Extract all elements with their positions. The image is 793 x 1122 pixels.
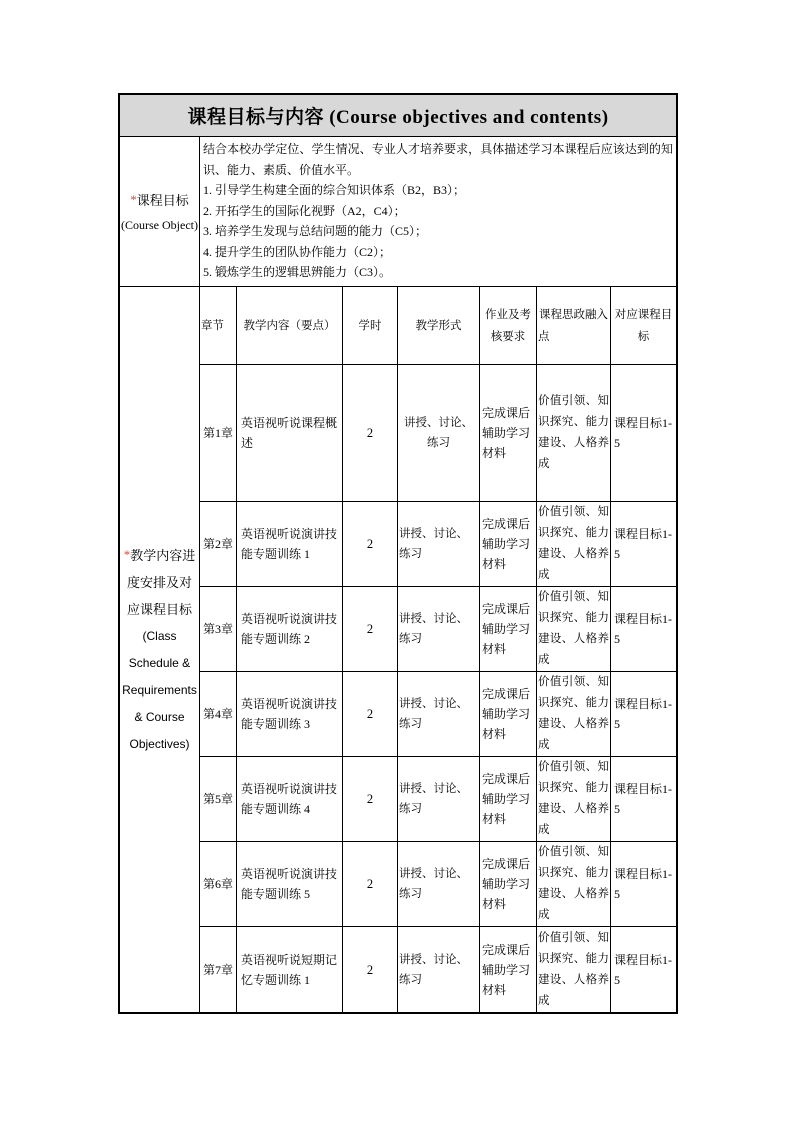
- objective-item: 5. 锻炼学生的逻辑思辨能力（C3）。: [203, 265, 392, 279]
- course-objective-label-zh: *课程目标: [130, 192, 189, 208]
- schedule-data-row: [200, 672, 676, 757]
- header-objectives: 对应课程目标: [614, 308, 673, 343]
- cell-objectives: 课程目标1-5: [614, 416, 672, 450]
- cell-chapter: 第2章: [200, 502, 237, 586]
- header-chapter: 章节: [200, 287, 237, 364]
- header-homework: 作业及考核要求: [480, 287, 537, 364]
- cell-objectives: 课程目标1-5: [614, 782, 672, 816]
- course-objective-row: [120, 137, 676, 287]
- objective-item: 4. 提升学生的团队协作能力（C2）；: [203, 244, 392, 259]
- objective-item: 2. 开拓学生的国际化视野（A2，C4）；: [203, 203, 406, 218]
- cell-objectives: 课程目标1-5: [614, 612, 672, 646]
- cell-content: 英语视听说演讲技能专题训练 2: [237, 587, 343, 671]
- cell-chapter: 第7章: [200, 927, 237, 1012]
- course-objective-content: [200, 137, 676, 286]
- cell-chapter: 第4章: [200, 672, 237, 756]
- cell-content: 英语视听说演讲技能专题训练 3: [237, 672, 343, 756]
- header-ideology: 课程思政融入点: [537, 287, 611, 364]
- cell-homework: 完成课后辅助学习材料: [480, 927, 537, 1012]
- cell-form: 讲授、讨论、练习: [398, 672, 480, 756]
- cell-ideology: 价值引领、知识探究、能力建设、人格养成: [537, 365, 611, 501]
- objective-item: 3. 培养学生发现与总结问题的能力（C5）；: [203, 224, 428, 238]
- required-marker: *: [130, 192, 137, 207]
- schedule-header-row: [200, 287, 676, 365]
- cell-ideology: 价值引领、知识探究、能力建设、人格养成: [537, 672, 611, 756]
- cell-ideology: 价值引领、知识探究、能力建设、人格养成: [537, 927, 611, 1012]
- schedule-label-zh: *教学内容进度安排及对应课程目标: [123, 547, 196, 617]
- cell-homework: 完成课后辅助学习材料: [480, 842, 537, 926]
- cell-content: 英语视听说演讲技能专题训练 4: [237, 757, 343, 841]
- cell-form: 讲授、讨论、练习: [398, 757, 480, 841]
- course-objective-description: 结合本校办学定位、学生情况、专业人才培养要求，具体描述学习本课程后应该达到的知识、能力、素质、价值水平。: [203, 142, 673, 177]
- cell-objectives: 课程目标1-5: [614, 527, 672, 561]
- cell-content: 英语视听说演讲技能专题训练 1: [237, 502, 343, 586]
- cell-content: 英语视听说演讲技能专题训练 5: [237, 842, 343, 926]
- required-marker: *: [123, 547, 131, 562]
- cell-chapter: 第5章: [200, 757, 237, 841]
- cell-homework: 完成课后辅助学习材料: [480, 365, 537, 501]
- course-objective-label-en: (Course Object): [121, 218, 198, 232]
- schedule-row: [120, 287, 676, 1012]
- cell-content: 英语视听说短期记忆专题训练 1: [237, 927, 343, 1012]
- cell-chapter: 第6章: [200, 842, 237, 926]
- schedule-data-row: [200, 365, 676, 502]
- cell-hours: 2: [343, 365, 398, 501]
- course-table: [118, 93, 678, 1014]
- cell-hours: 2: [343, 587, 398, 671]
- schedule-label-cell: [120, 287, 200, 1012]
- cell-content: 英语视听说课程概述: [237, 365, 343, 501]
- cell-hours: 2: [343, 757, 398, 841]
- cell-form: 讲授、讨论、练习: [398, 842, 480, 926]
- schedule-data-row: [200, 927, 676, 1012]
- schedule-label-en: (Class Schedule & Requirements & Course Objectives): [122, 629, 197, 751]
- cell-homework: 完成课后辅助学习材料: [480, 502, 537, 586]
- schedule-table: [200, 287, 676, 1012]
- schedule-data-row: [200, 502, 676, 587]
- cell-hours: 2: [343, 672, 398, 756]
- cell-homework: 完成课后辅助学习材料: [480, 672, 537, 756]
- cell-form: 讲授、讨论、练习: [398, 365, 480, 501]
- cell-hours: 2: [343, 502, 398, 586]
- table-title: 课程目标与内容 (Course objectives and contents): [187, 107, 609, 128]
- objective-item: 1. 引导学生构建全面的综合知识体系（B2，B3）；: [203, 183, 466, 197]
- cell-ideology: 价值引领、知识探究、能力建设、人格养成: [537, 587, 611, 671]
- cell-chapter: 第3章: [200, 587, 237, 671]
- header-content: 教学内容（要点）: [237, 287, 343, 364]
- schedule-data-row: [200, 842, 676, 927]
- cell-form: 讲授、讨论、练习: [398, 502, 480, 586]
- header-form: 教学形式: [398, 287, 480, 364]
- schedule-data-row: [200, 757, 676, 842]
- cell-ideology: 价值引领、知识探究、能力建设、人格养成: [537, 757, 611, 841]
- cell-homework: 完成课后辅助学习材料: [480, 587, 537, 671]
- cell-objectives: 课程目标1-5: [614, 697, 672, 731]
- header-hours: 学时: [343, 287, 398, 364]
- cell-objectives: 课程目标1-5: [614, 952, 672, 987]
- cell-objectives: 课程目标1-5: [614, 867, 672, 901]
- cell-hours: 2: [343, 842, 398, 926]
- table-title-bar: [120, 95, 676, 137]
- cell-ideology: 价值引领、知识探究、能力建设、人格养成: [537, 842, 611, 926]
- cell-hours: 2: [343, 927, 398, 1012]
- cell-homework: 完成课后辅助学习材料: [480, 757, 537, 841]
- cell-ideology: 价值引领、知识探究、能力建设、人格养成: [537, 502, 611, 586]
- cell-form: 讲授、讨论、练习: [398, 587, 480, 671]
- cell-form: 讲授、讨论、练习: [398, 927, 480, 1012]
- course-objective-label-cell: [120, 137, 200, 286]
- schedule-data-row: [200, 587, 676, 672]
- cell-chapter: 第1章: [200, 365, 237, 501]
